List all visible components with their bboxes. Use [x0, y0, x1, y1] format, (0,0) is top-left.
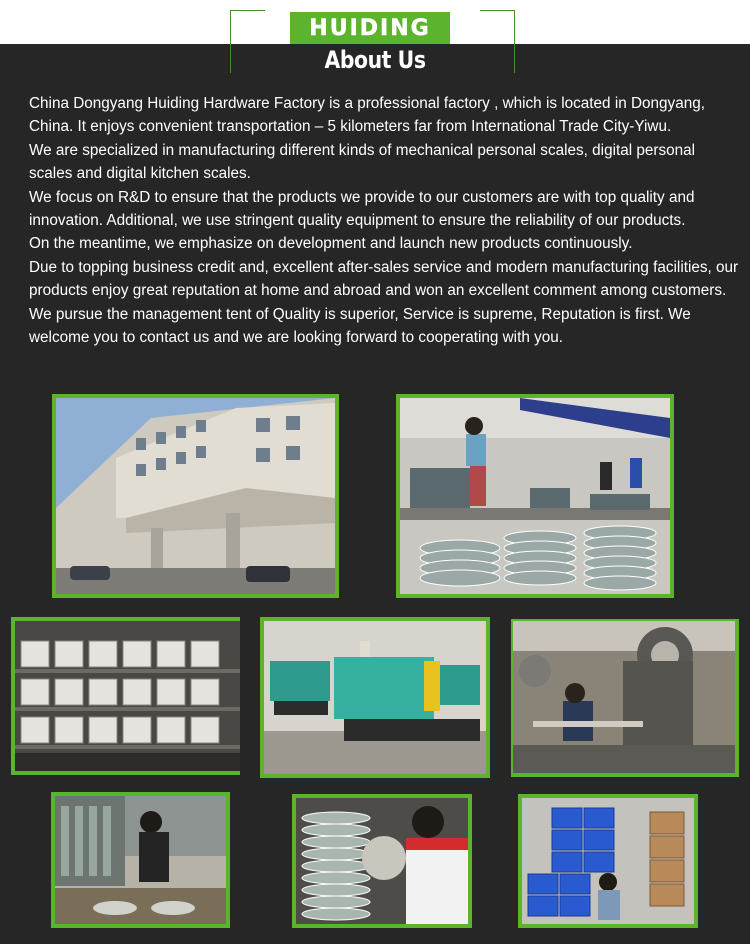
press-machine-photo	[511, 619, 739, 777]
packing-workshop-photo	[396, 394, 674, 598]
intro-paragraph: We are specialized in manufacturing different kinds of mechanical personal scales, digital personal scales and digital kitchen scales.	[29, 141, 696, 183]
warehouse-photo	[518, 794, 698, 928]
brand-logo-text: HUIDING	[309, 15, 431, 41]
page-title: About Us	[324, 46, 426, 74]
intro-paragraph: China Dongyang Huiding Hardware Factory is a professional factory , which is located in Dongyang, China. It enjoys convenient transportation – 5 kilometers far from International Trade City-Yiwu.	[29, 95, 705, 136]
intro-paragraph: Due to topping business credit and, excellent after-sales service and modern manufacturing facilities, our products enjoy great reputation at home and abroad and won an excellent comment among customers.	[29, 258, 739, 300]
scale-housings-photo	[11, 617, 240, 775]
intro-text	[29, 92, 739, 349]
intro-paragraph: We focus on R&D to ensure that the products we provide to our customers are with top quality and innovation. Additional, we use stringent quality equipment to ensure the reliability of our products.	[29, 188, 695, 230]
factory-building-photo	[52, 394, 339, 598]
assembly-worker-photo	[51, 792, 230, 928]
brand-logo	[290, 12, 450, 44]
intro-paragraph: On the meantime, we emphasize on development and launch new products continuously.	[29, 235, 633, 253]
injection-molding-photo	[260, 617, 490, 778]
intro-paragraph: We pursue the management tent of Quality is superior, Service is supreme, Reputation is first. We welcome you to contact us and we are looking forward to cooperating with you.	[29, 305, 691, 347]
scale-dial-worker-photo	[292, 794, 472, 928]
